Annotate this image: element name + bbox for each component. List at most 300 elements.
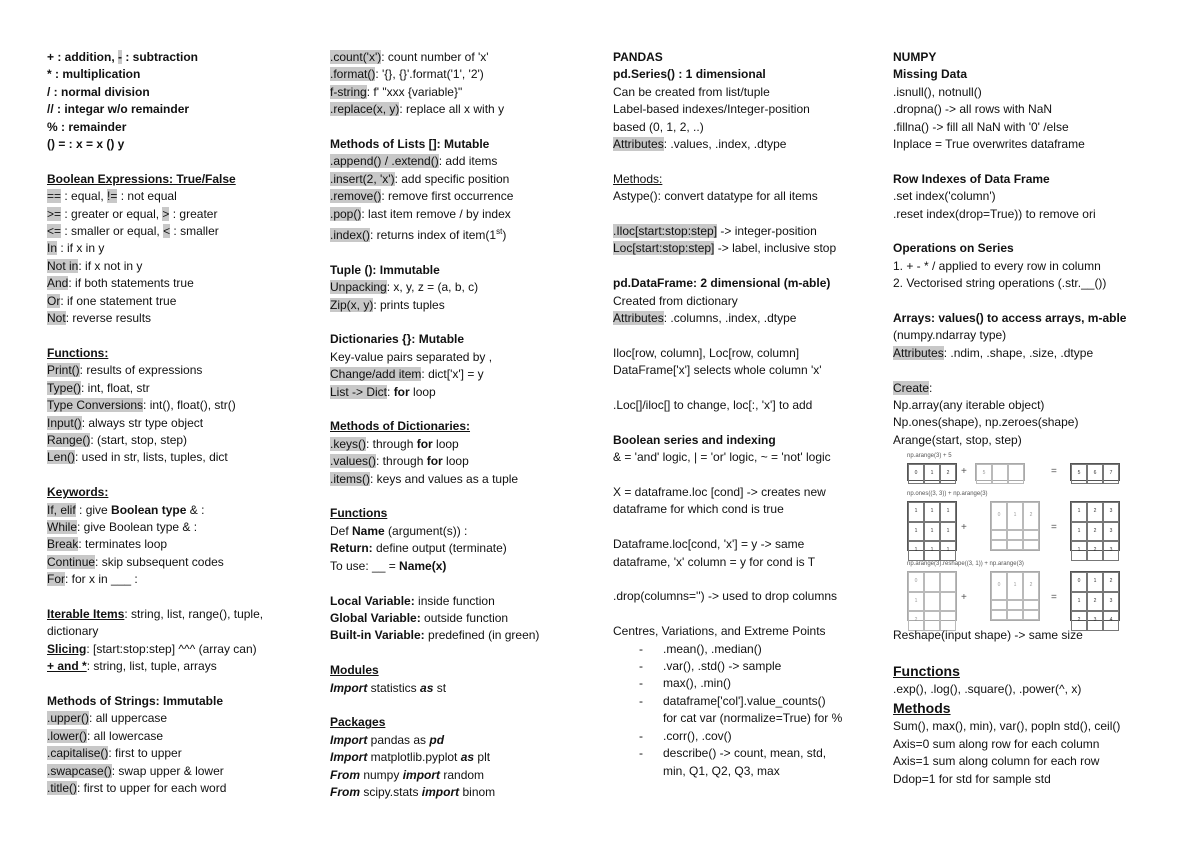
- text-segment: : if one statement true: [60, 293, 177, 308]
- diagram-caption-3: np.arange(3).reshape((3, 1)) + np.arange(3): [907, 561, 1024, 568]
- text-segment: : not equal: [117, 189, 177, 204]
- text-segment: Type Conversions: [47, 398, 144, 413]
- text-line: [47, 240, 297, 257]
- grid-cell: 1: [908, 592, 924, 611]
- text-line: [613, 293, 878, 310]
- text-line: [47, 310, 297, 327]
- text-line: [330, 49, 580, 66]
- text-line: [330, 84, 580, 101]
- blank-line: [613, 258, 878, 275]
- text-segment: : swap upper & lower: [111, 763, 224, 778]
- grid-cell: 2: [908, 611, 924, 630]
- grid-cell: 1: [1071, 541, 1087, 560]
- text-segment: Methods of Dictionaries:: [330, 419, 471, 434]
- text-segment: Methods of Strings: Immutable: [47, 693, 224, 708]
- text-line: [613, 188, 878, 205]
- text-segment: pd.Series() : 1 dimensional: [613, 67, 766, 82]
- text-line: [613, 484, 878, 501]
- text-line: [47, 449, 297, 466]
- text-line: [47, 693, 297, 710]
- text-segment: Created from dictionary: [613, 293, 738, 308]
- text-line: [47, 606, 297, 623]
- text-segment: .isnull(), notnull(): [893, 84, 982, 99]
- text-segment: import: [402, 767, 441, 782]
- text-line: [47, 66, 297, 83]
- text-segment: random: [440, 767, 485, 782]
- grid-cell: [940, 592, 956, 611]
- text-segment: : reverse results: [65, 311, 152, 326]
- text-segment: scipy.stats: [360, 784, 422, 799]
- blank-line: [330, 244, 580, 261]
- grid-cell: 3: [1103, 522, 1119, 541]
- text-segment: Row Indexes of Data Frame: [893, 171, 1050, 186]
- blank-line: [47, 327, 297, 344]
- text-segment: (numpy.ndarray type): [893, 328, 1007, 343]
- text-segment: :: [929, 380, 933, 395]
- text-line: [893, 380, 1178, 397]
- text-segment: import: [421, 784, 460, 799]
- text-line: [330, 188, 580, 205]
- grid-cell: 1: [908, 522, 924, 541]
- text-line: [47, 188, 297, 205]
- text-segment: .count('x'): [330, 50, 382, 64]
- text-line: [613, 362, 878, 379]
- text-line: [893, 771, 1178, 788]
- text-line: [330, 784, 580, 801]
- text-line: [47, 275, 297, 292]
- grid-cell: 0: [991, 502, 1007, 530]
- text-segment: : last item remove / by index: [361, 206, 511, 221]
- text-line: [47, 293, 297, 310]
- text-segment: Functions: [893, 663, 960, 680]
- text-segment: Create: [893, 380, 930, 395]
- text-segment: .upper(): [47, 711, 90, 726]
- text-line: [613, 641, 878, 658]
- text-segment: Inplace = True overwrites dataframe: [893, 137, 1085, 152]
- text-line: [47, 519, 297, 536]
- text-line: [330, 714, 580, 731]
- text-segment: define output (terminate): [372, 541, 507, 556]
- grid-cell: 0: [908, 464, 924, 483]
- text-line: [893, 136, 1178, 153]
- text-segment: : .columns, .index, .dtype: [663, 311, 797, 326]
- text-segment: : prints tuples: [373, 297, 445, 312]
- text-line: [613, 745, 878, 762]
- text-line: [47, 780, 297, 797]
- text-line: [613, 275, 878, 292]
- text-segment: : replace all x with y: [399, 102, 505, 117]
- text-segment: .Iloc[start:stop:step]: [613, 224, 718, 239]
- text-segment: & :: [186, 502, 205, 517]
- blank-line: [613, 380, 878, 397]
- text-line: [893, 310, 1178, 327]
- grid-cell: [924, 611, 940, 630]
- text-segment: .title(): [47, 780, 77, 795]
- text-segment: numpy: [360, 767, 403, 782]
- text-segment: : subtraction: [122, 50, 199, 64]
- text-segment: max(), .min(): [663, 676, 731, 691]
- text-line: [330, 223, 580, 244]
- text-line: [47, 710, 297, 727]
- numpy-notes-top: [893, 49, 1178, 449]
- text-line: [47, 536, 297, 553]
- text-segment: Range(): [47, 432, 91, 447]
- text-segment: Iloc[row, column], Loc[row, column]: [613, 345, 800, 360]
- text-segment: Continue: [47, 554, 96, 569]
- text-line: [330, 279, 580, 296]
- text-segment: Centres, Variations, and Extreme Points: [613, 624, 826, 639]
- text-segment: dataframe['col'].value_counts(): [663, 693, 826, 708]
- grid-cell: [992, 464, 1008, 483]
- text-segment: <: [163, 224, 171, 239]
- text-segment: Keywords:: [47, 485, 109, 500]
- text-segment: Methods:: [613, 171, 663, 186]
- text-line: [330, 662, 580, 679]
- text-segment: While: [47, 519, 78, 534]
- text-segment: .fillna() -> fill all NaN with '0' /else: [893, 119, 1069, 134]
- text-segment: 1. + - * / applied to every row in column: [893, 258, 1101, 273]
- text-line: [330, 297, 580, 314]
- text-segment: Loc[start:stop:step]: [613, 241, 715, 256]
- text-line: [47, 658, 297, 675]
- grid-cell: 1: [1087, 572, 1103, 591]
- text-segment: min, Q1, Q2, Q3, max: [663, 763, 780, 778]
- text-segment: .exp(), .log(), .square(), .power(^, x): [893, 682, 1082, 697]
- text-line: [613, 675, 878, 692]
- text-segment: Boolean Expressions: True/False: [47, 171, 236, 186]
- text-segment: List -> Dict: [330, 384, 388, 399]
- blank-line: [47, 676, 297, 693]
- text-segment: ==: [47, 189, 62, 204]
- text-segment: From: [330, 784, 360, 799]
- grid-cell: 1: [924, 464, 940, 483]
- text-line: [613, 710, 878, 727]
- text-segment: .drop(columns='') -> used to drop columns: [613, 589, 838, 604]
- blank-line: [613, 206, 878, 223]
- text-line: [893, 699, 1178, 718]
- text-segment: : if x in y: [57, 241, 105, 256]
- text-segment: Break: [47, 537, 79, 552]
- text-segment: : (start, stop, step): [90, 432, 188, 447]
- text-line: [613, 728, 878, 745]
- text-line: [47, 502, 297, 519]
- text-segment: : through: [366, 436, 417, 451]
- text-line: [330, 453, 580, 470]
- text-segment: Boolean series and indexing: [613, 432, 776, 447]
- text-segment: (argument(s)) :: [384, 523, 468, 538]
- blank-line: [330, 401, 580, 418]
- text-segment: <=: [47, 224, 62, 239]
- text-line: [47, 84, 297, 101]
- text-segment: To use: __ =: [330, 558, 400, 573]
- text-line: [330, 436, 580, 453]
- grid-cell: [940, 611, 956, 630]
- text-line: [613, 763, 878, 780]
- text-segment: : x, y, z = (a, b, c): [386, 280, 479, 295]
- text-line: [893, 101, 1178, 118]
- text-segment: Name(x): [399, 558, 447, 573]
- grid-cell: 2: [940, 464, 956, 483]
- text-line: [893, 662, 1178, 681]
- text-line: [613, 310, 878, 327]
- text-segment: : f' "xxx {variable}": [366, 84, 463, 99]
- blank-line: [47, 153, 297, 170]
- text-segment: And: [47, 276, 69, 291]
- blank-line: [893, 223, 1178, 240]
- blank-line: [613, 327, 878, 344]
- grid-cell: [1023, 610, 1039, 620]
- text-line: [893, 681, 1178, 698]
- text-line: [47, 136, 297, 153]
- text-segment: : keys and values as a tuple: [370, 471, 519, 486]
- grid-cell: [991, 610, 1007, 620]
- text-segment: : count number of 'x': [381, 50, 489, 64]
- blank-line: [47, 589, 297, 606]
- text-segment: loop: [409, 384, 436, 399]
- text-segment: .Loc[]/iloc[] to change, loc[:, 'x'] to add: [613, 398, 813, 413]
- text-segment: plt: [474, 750, 491, 765]
- text-segment: Import: [330, 680, 368, 695]
- text-line: [613, 693, 878, 710]
- text-line: [330, 418, 580, 435]
- grid-cell: [991, 540, 1007, 550]
- text-segment: loop: [442, 454, 469, 469]
- text-segment: : string, list, range(), tuple,: [124, 606, 264, 621]
- text-segment: .insert(2, 'x'): [330, 171, 395, 186]
- diagram-grid: [975, 463, 1025, 481]
- text-line: [613, 136, 878, 153]
- grid-cell: 7: [1103, 464, 1119, 483]
- text-segment: dataframe, 'x' column = y for cond is T: [613, 554, 816, 569]
- text-segment: .format(): [330, 67, 376, 82]
- text-segment: In: [47, 241, 58, 256]
- grid-cell: 2: [1087, 522, 1103, 541]
- grid-cell: 0: [1071, 572, 1087, 591]
- text-segment: Arrays: values() to access arrays, m-able: [893, 311, 1127, 326]
- text-line: [613, 84, 878, 101]
- text-line: [893, 736, 1178, 753]
- text-line: [47, 728, 297, 745]
- text-segment: + and *: [47, 659, 87, 674]
- text-segment: :: [387, 384, 394, 399]
- grid-cell: 2: [1087, 592, 1103, 611]
- grid-cell: 1: [924, 522, 940, 541]
- text-line: [330, 171, 580, 188]
- text-line: [613, 345, 878, 362]
- text-segment: : .ndim, .shape, .size, .dtype: [943, 345, 1094, 360]
- grid-cell: 2: [1071, 611, 1087, 630]
- text-line: [47, 49, 297, 66]
- text-line: [330, 349, 580, 366]
- text-line: [613, 623, 878, 640]
- text-segment: predefined (in green): [424, 628, 540, 643]
- text-segment: Built-in Variable:: [330, 628, 425, 643]
- text-segment: Local Variable:: [330, 593, 415, 608]
- text-line: [893, 345, 1178, 362]
- text-segment: : add items: [438, 154, 498, 169]
- text-segment: : smaller or equal,: [61, 224, 164, 239]
- text-segment: From: [330, 767, 360, 782]
- text-line: [47, 345, 297, 362]
- text-segment: for cat var (normalize=True) for %: [663, 711, 843, 726]
- text-segment: NUMPY: [893, 50, 937, 64]
- text-line: [330, 331, 580, 348]
- grid-cell: 3: [1087, 611, 1103, 630]
- text-line: [47, 415, 297, 432]
- text-segment: .keys(): [330, 436, 366, 451]
- text-line: [330, 66, 580, 83]
- text-segment: : '{}, {}'.format('1', '2'): [375, 67, 484, 82]
- text-segment: Attributes: [613, 311, 664, 326]
- text-line: [330, 593, 580, 610]
- diagram-grid: [1070, 501, 1120, 554]
- blank-line: [613, 467, 878, 484]
- text-line: [330, 366, 580, 383]
- text-segment: Np.array(any iterable object): [893, 398, 1045, 413]
- text-line: [613, 588, 878, 605]
- text-line: [330, 523, 580, 540]
- diagram-equals: =: [1051, 522, 1057, 534]
- blank-line: [330, 119, 580, 136]
- text-segment: Not: [47, 311, 66, 326]
- blank-line: [330, 697, 580, 714]
- text-segment: // : integar w/o remainder: [47, 102, 190, 117]
- text-segment: Dictionaries {}: Mutable: [330, 332, 465, 347]
- blank-line: [47, 467, 297, 484]
- text-segment: Methods of Lists []: Mutable: [330, 137, 490, 152]
- blank-line: [613, 153, 878, 170]
- text-segment: : terminates loop: [78, 537, 168, 552]
- text-segment: : all uppercase: [89, 711, 168, 726]
- grid-cell: 1: [924, 502, 940, 521]
- grid-cell: 5: [1071, 464, 1087, 483]
- text-segment: : if both statements true: [68, 276, 194, 291]
- text-line: [47, 554, 297, 571]
- text-segment: dictionary: [47, 624, 99, 639]
- text-line: [47, 571, 297, 588]
- text-segment: inside function: [414, 593, 495, 608]
- text-segment: st: [496, 227, 503, 237]
- text-line: [330, 206, 580, 223]
- text-line: [330, 732, 580, 749]
- text-segment: () = : x = x () y: [47, 137, 125, 152]
- text-segment: : add specific position: [394, 171, 510, 186]
- text-segment: .items(): [330, 471, 370, 486]
- text-segment: st: [433, 680, 447, 695]
- text-line: [47, 432, 297, 449]
- text-segment: : .values, .index, .dtype: [663, 137, 787, 152]
- text-segment: based (0, 1, 2, ..): [613, 119, 704, 134]
- text-line: [330, 153, 580, 170]
- text-segment: outside function: [420, 610, 509, 625]
- column-basics: [47, 49, 297, 797]
- diagram-caption-2: np.ones((3, 3)) + np.arange(3): [907, 491, 988, 498]
- text-segment: for: [416, 436, 433, 451]
- text-segment: Boolean type: [111, 502, 187, 517]
- text-segment: Return:: [330, 541, 373, 556]
- text-line: [47, 380, 297, 397]
- text-segment: for: [393, 384, 410, 399]
- diagram-grid: [907, 571, 957, 624]
- text-segment: For: [47, 572, 65, 587]
- text-segment: Change/add item: [330, 367, 422, 382]
- text-line: [893, 275, 1178, 292]
- text-segment: Type(): [47, 380, 82, 395]
- text-segment: .reset index(drop=True)) to remove ori: [893, 206, 1096, 221]
- text-segment: : give Boolean type & :: [77, 519, 198, 534]
- text-line: [893, 188, 1178, 205]
- text-segment: Astype(): convert datatype for all items: [613, 189, 818, 204]
- grid-cell: [1007, 610, 1023, 620]
- text-segment: : results of expressions: [79, 363, 203, 378]
- text-line: [330, 627, 580, 644]
- grid-cell: [924, 572, 940, 591]
- grid-cell: [1023, 540, 1039, 550]
- blank-line: [893, 645, 1178, 662]
- text-segment: : if x not in y: [78, 258, 143, 273]
- text-segment: >: [162, 206, 170, 221]
- text-segment: : greater or equal,: [61, 206, 163, 221]
- text-line: [893, 84, 1178, 101]
- text-line: [47, 206, 297, 223]
- diagram-grid: [990, 501, 1040, 551]
- text-segment: : string, list, tuple, arrays: [86, 659, 217, 674]
- text-segment: describe() -> count, mean, std,: [663, 746, 827, 761]
- text-line: [47, 258, 297, 275]
- text-segment: : int(), float(), str(): [143, 398, 236, 413]
- text-segment: Iterable Items: [47, 606, 125, 621]
- text-segment: Np.ones(shape), np.zeroes(shape): [893, 415, 1079, 430]
- grid-cell: 1: [908, 502, 924, 521]
- text-segment: Input(): [47, 415, 82, 430]
- text-line: [47, 362, 297, 379]
- text-line: [613, 101, 878, 118]
- text-segment: .corr(), .cov(): [663, 728, 732, 743]
- column-methods: [330, 49, 580, 801]
- blank-line: [330, 314, 580, 331]
- text-segment: -> integer-position: [717, 224, 817, 239]
- text-segment: binom: [459, 784, 496, 799]
- text-segment: matplotlib.pyplot: [367, 750, 461, 765]
- text-segment: : equal,: [61, 189, 108, 204]
- text-segment: Def: [330, 523, 353, 538]
- grid-cell: 2: [1087, 541, 1103, 560]
- text-line: [47, 171, 297, 188]
- text-segment: & = 'and' logic, | = 'or' logic, ~ = 'not' logic: [613, 450, 831, 465]
- text-segment: Or: [47, 293, 61, 308]
- text-segment: : give: [75, 502, 112, 517]
- text-line: [330, 610, 580, 627]
- text-segment: -: [118, 50, 122, 64]
- text-line: [893, 397, 1178, 414]
- text-segment: Import: [330, 732, 368, 747]
- grid-cell: 1: [1071, 502, 1087, 521]
- text-segment: Modules: [330, 663, 379, 678]
- blank-line: [893, 362, 1178, 379]
- text-line: [47, 745, 297, 762]
- text-line: [613, 397, 878, 414]
- text-segment: Zip(x, y): [330, 297, 374, 312]
- text-line: [330, 384, 580, 401]
- blank-line: [330, 575, 580, 592]
- text-segment: Missing Data: [893, 67, 968, 82]
- numpy-notes-bottom: [893, 627, 1178, 788]
- text-line: [613, 501, 878, 518]
- grid-cell: [1007, 530, 1023, 540]
- grid-cell: 4: [1103, 611, 1119, 630]
- text-segment: .var(), .std() -> sample: [663, 659, 782, 674]
- text-segment: .swapcase(): [47, 763, 112, 778]
